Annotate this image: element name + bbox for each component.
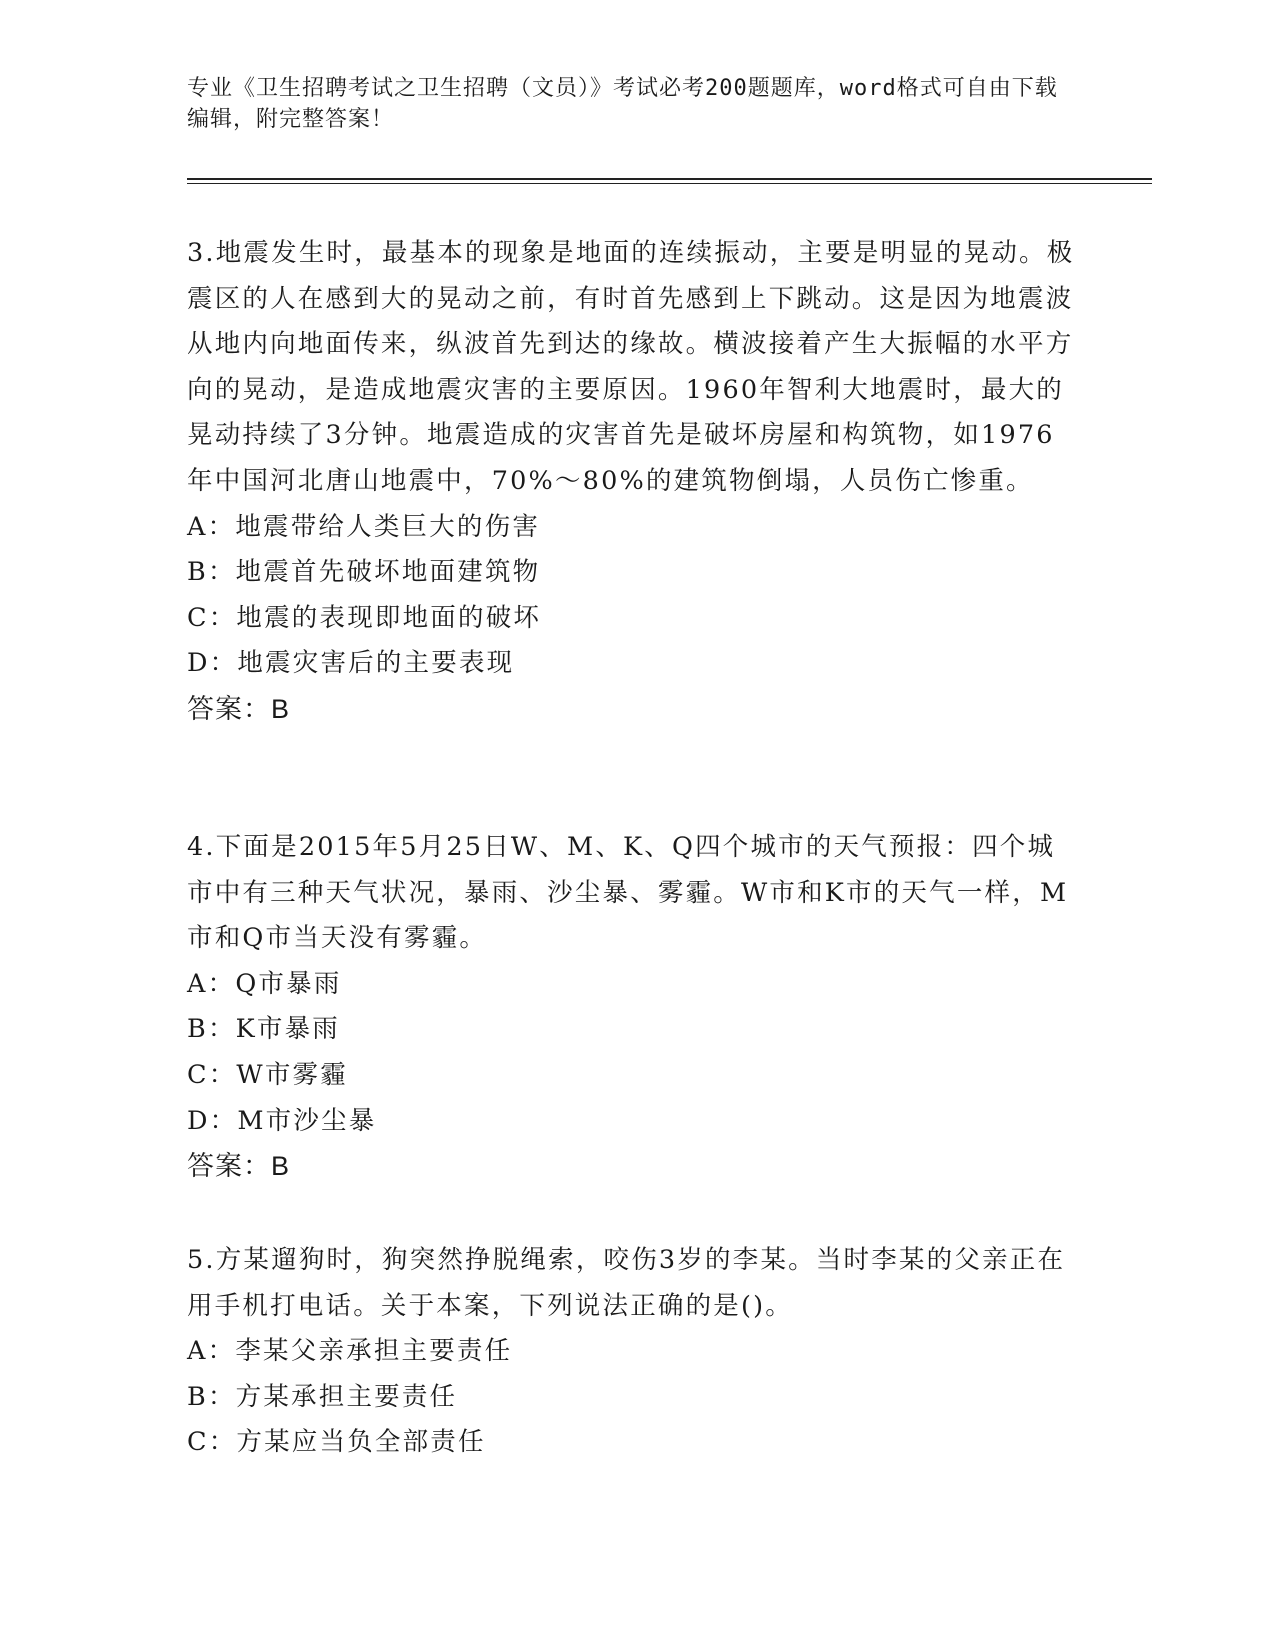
option-c: C：方某应当负全部责任 bbox=[187, 1427, 486, 1458]
option-d: D：M市沙尘暴 bbox=[187, 1105, 377, 1136]
header-divider-thin bbox=[187, 183, 1152, 184]
question-text: 3.地震发生时，最基本的现象是地面的连续振动，主要是明显的晃动。极震区的人在感到大的晃动之前，有时首先感到上下跳动。这是因为地震波从地内向地面传来，纵波首先到达的缘故。横波接着产生大振幅的水平方向的晃动，是造成地震灾害的主要原因。1960年智利大地震时，最大的晃动持续了3分钟。地震造成的灾害首先是破坏房屋和构筑物，如1976年中国河北唐山地震中，70%～80%的建筑物倒塌，人员伤亡惨重。 bbox=[187, 238, 1075, 496]
option-a: A：地震带给人类巨大的伤害 bbox=[187, 511, 541, 542]
header-divider bbox=[187, 178, 1152, 180]
option-c: C：地震的表现即地面的破坏 bbox=[187, 602, 542, 633]
answer: 答案：B bbox=[187, 693, 291, 724]
option-d: D：地震灾害后的主要表现 bbox=[187, 648, 515, 679]
option-b: B：方某承担主要责任 bbox=[187, 1381, 458, 1412]
question-5 bbox=[187, 1238, 1077, 1466]
option-a: A：李某父亲承担主要责任 bbox=[187, 1336, 513, 1367]
option-c: C：W市雾霾 bbox=[187, 1059, 348, 1090]
option-b: B：K市暴雨 bbox=[187, 1014, 340, 1045]
option-b: B：地震首先破坏地面建筑物 bbox=[187, 557, 541, 588]
option-a: A：Q市暴雨 bbox=[187, 968, 342, 999]
answer: 答案：B bbox=[187, 1151, 291, 1182]
question-3 bbox=[187, 231, 1077, 733]
document-header: 专业《卫生招聘考试之卫生招聘（文员）》考试必考200题题库，word格式可自由下载编辑，附完整答案！ bbox=[187, 76, 1058, 132]
question-text: 5.方某遛狗时，狗突然挣脱绳索，咬伤3岁的李某。当时李某的父亲正在用手机打电话。关于本案，下列说法正确的是()。 bbox=[187, 1245, 1066, 1321]
question-text: 4.下面是2015年5月25日W、M、K、Q四个城市的天气预报：四个城市中有三种天气状况，暴雨、沙尘暴、雾霾。W市和K市的天气一样，M市和Q市当天没有雾霾。 bbox=[187, 832, 1069, 954]
question-4 bbox=[187, 825, 1077, 1190]
